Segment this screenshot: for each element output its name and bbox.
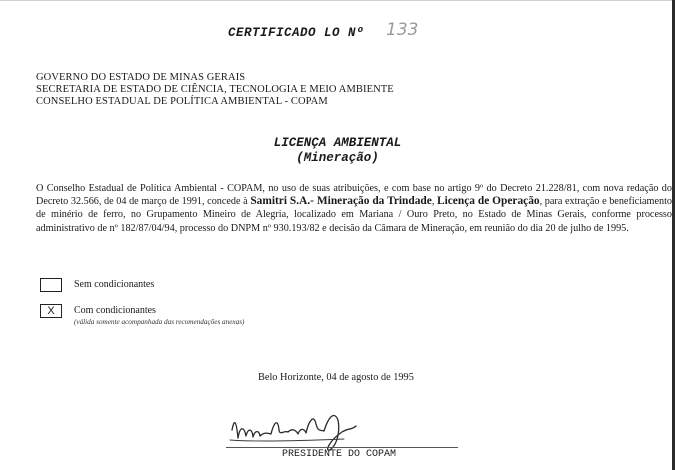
body-details: , para extração e beneficiamento de minério de ferro, no Grupamento Mineiro de Alegria, localizado em Mariana / Ouro Preto, no Estado de Minas Gerais, conforme processo administrativo de nº 182/87/04/94, processo do DNPM nº 930.193/82 e decisão da Câmara de Mineração, em reunião do dia 20 de julho de 1995. [36,196,673,234]
option-without-conditions-label: Sem condicionantes [74,279,155,290]
body-company: Samitri S.A.- Mineração da Trindade [250,195,432,208]
body-intro: O Conselho Estadual de Política Ambiental - COPAM, no uso de suas atribuições, e com base no artigo 9º do Decreto 21.228/81, com nova redação do Decreto 32.566, de 04 de março de 1991, concede à [36,183,672,208]
license-title: LICENÇA AMBIENTAL [273,136,402,150]
header-secretariat: SECRETARIA DE ESTADO DE CIÊNCIA, TECNOLOGIA E MEIO AMBIENTE [36,84,394,95]
option-with-conditions-label: Com condicionantes [74,305,156,316]
body-sep: , [431,196,437,208]
header-council: CONSELHO ESTADUAL DE POLÍTICA AMBIENTAL - COPAM [36,96,328,107]
signature-line [226,447,458,448]
handwritten-signature [226,400,376,452]
checkbox-with-conditions: X [40,304,62,318]
issuer-header [36,72,394,108]
checkbox-without-conditions [40,278,62,292]
header-government: GOVERNO DO ESTADO DE MINAS GERAIS [36,72,246,83]
option-with-conditions-note: (válida somente acompanhada das recomendações anexas) [74,318,245,326]
license-subtitle: (Mineração) [296,151,379,165]
license-body [36,182,672,235]
certificate-number: 133 [386,20,419,40]
scan-edge-top [0,0,675,1]
signatory-title: PRESIDENTE DO COPAM [282,449,397,460]
certificate-label: CERTIFICADO LO Nº [228,26,365,40]
place-and-date: Belo Horizonte, 04 de agosto de 1995 [258,372,414,383]
body-license-type: Licença de Operação [436,195,540,208]
